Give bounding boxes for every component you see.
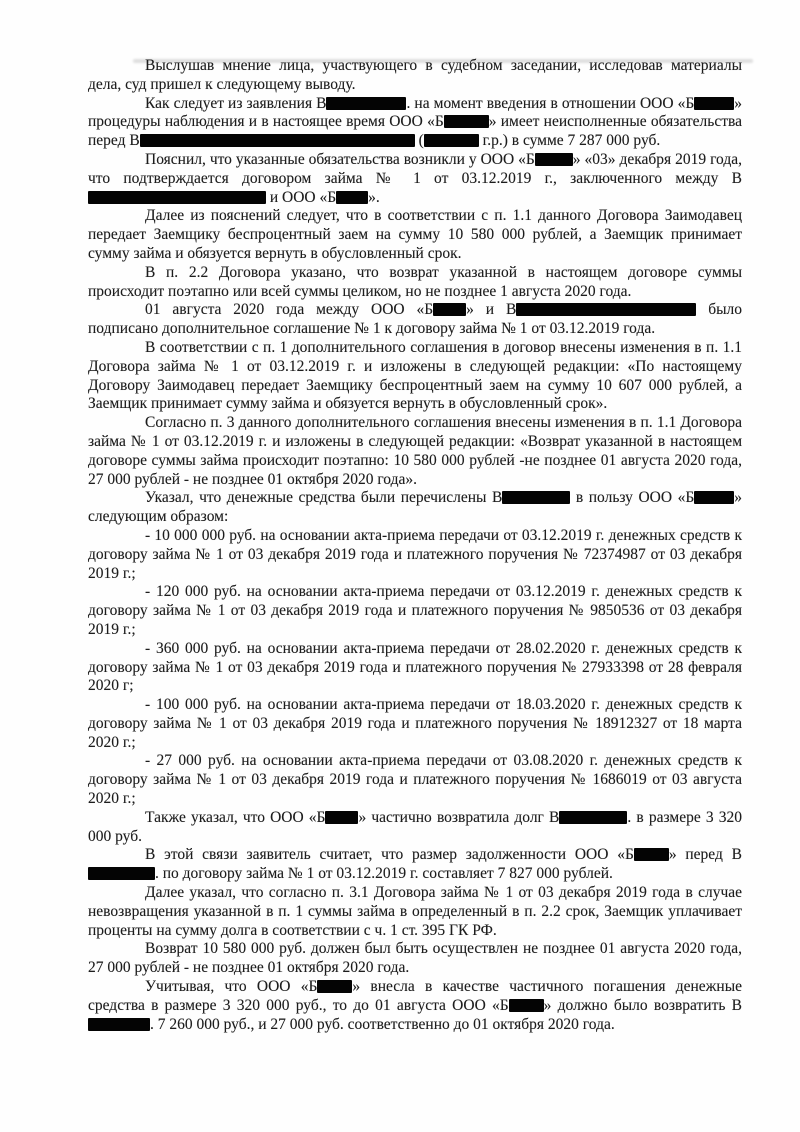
- paragraph: - 27 000 руб. на основании акта-приема передачи от 03.08.2020 г. денежных средств к договору займа № 1 от 03 декабря 2019 года и платежного поручения № 1686019 от 03 августа 2020 г.;: [88, 752, 742, 808]
- redaction-bar: [336, 191, 368, 204]
- redaction-bar: [88, 191, 266, 204]
- redaction-bar: [634, 848, 669, 861]
- paragraph: Указал, что денежные средства были перечислены В в пользу ООО «Б » следующим образом:: [88, 489, 742, 526]
- paragraph: Пояснил, что указанные обязательства возникли у ООО «Б » «03» декабря 2019 года, что подтверждается договором займа № 1 от 03.12.2019 г., заключенного между В и ООО «Б ».: [88, 150, 742, 206]
- paragraph: Также указал, что ООО «Б » частично возвратила долг В . в размере 3 320 000 руб.: [88, 808, 742, 845]
- redaction-bar: [516, 303, 696, 316]
- paragraph: - 360 000 руб. на основании акта-приема передачи от 28.02.2020 г. денежных средств к договору займа № 1 от 03 декабря 2019 года и платежного поручения № 27933398 от 28 февраля 2020 г;: [88, 639, 742, 695]
- redaction-bar: [694, 97, 734, 110]
- paragraph: Как следует из заявления В . на момент введения в отношении ООО «Б » процедуры наблюдения и в настоящее время ООО «Б » имеет неисполненные обязательства перед В ( г.р.) в сумме 7 287 000 руб.: [88, 94, 743, 150]
- document-body: [88, 57, 742, 1034]
- paragraph: - 100 000 руб. на основании акта-приема передачи от 18.03.2020 г. денежных средств к договору займа № 1 от 03 декабря 2019 года и платежного поручения № 18912327 от 18 марта 2020 г.;: [88, 696, 742, 751]
- redaction-bar: [424, 134, 479, 147]
- redaction-bar: [559, 811, 627, 824]
- redaction-bar: [444, 115, 489, 128]
- redaction-bar: [433, 303, 466, 316]
- paragraph: - 120 000 руб. на основании акта-приема передачи от 03.12.2019 г. денежных средств к договору займа № 1 от 03 декабря 2019 года и платежного поручения № 9850536 от 03 декабря 2019 г.;: [88, 583, 742, 638]
- paragraph: 01 августа 2020 года между ООО «Б » и В было подписано дополнительное соглашение № 1 к договору займа № 1 от 03.12.2019 года.: [88, 301, 742, 338]
- paragraph: - 10 000 000 руб. на основании акта-приема передачи от 03.12.2019 г. денежных средств к договору займа № 1 от 03 декабря 2019 года и платежного поручения № 72374987 от 03 декабря 2019 г.;: [88, 526, 742, 582]
- paragraph: Возврат 10 580 000 руб. должен был быть осуществлен не позднее 01 августа 2020 года, 27 000 рублей - не позднее 01 октября 2020 года.: [88, 940, 742, 977]
- redaction-bar: [509, 999, 544, 1012]
- redaction-bar: [88, 867, 155, 880]
- paragraph: В п. 2.2 Договора указано, что возврат указанной в настоящем договоре суммы происходит поэтапно или всей суммы целиком, но не позднее 1 августа 2020 года.: [88, 263, 742, 300]
- paragraph: Согласно п. 3 данного дополнительного соглашения внесены изменения в п. 1.1 Договора займа № 1 от 03.12.2019 г. и изложены в следующей редакции: «Возврат указанной в настоящем договоре суммы займа происходит поэтапно: 10 580 000 рублей -не позднее 01 августа 2020 года, 27 000 рублей - не позднее 01 октября 2020 года».: [88, 414, 742, 488]
- paragraph: Далее указал, что согласно п. 3.1 Договора займа № 1 от 03 декабря 2019 года в случае невозвращения указанной в п. 1 суммы займа в определенный в п. 2.2 срок, Заемщик уплачивает проценты на сумму долга в соответствии с ч. 1 ст. 395 ГК РФ.: [88, 884, 742, 939]
- redaction-bar: [694, 491, 734, 504]
- redaction-bar: [140, 134, 415, 147]
- paragraph: Выслушав мнение лица, участвующего в судебном заседании, исследовав материалы дела, суд пришел к следующему выводу.: [88, 57, 742, 93]
- redaction-bar: [317, 980, 352, 993]
- redaction-bar: [88, 1018, 150, 1031]
- paragraph: В этой связи заявитель считает, что размер задолженности ООО «Б » перед В. по договору займа № 1 от 03.12.2019 г. составляет 7 827 000 рублей.: [88, 846, 742, 884]
- redaction-bar: [325, 811, 358, 824]
- redaction-bar: [326, 97, 406, 110]
- paragraph: В соответствии с п. 1 дополнительного соглашения в договор внесены изменения в п. 1.1 Договора займа № 1 от 03.12.2019 г. и изложены в следующей редакции: «По настоящему Договору Заимодавец передает Заемщику беспроцентный заем на сумму 10 607 000 рублей, а Заемщик принимает сумму займа и обязуется вернуть в обусловленный срок».: [88, 338, 742, 413]
- redaction-bar: [502, 491, 570, 504]
- paragraph: Далее из пояснений следует, что в соответствии с п. 1.1 данного Договора Заимодавец передает Заемщику беспроцентный заем на сумму 10 580 000 рублей, а Заемщик принимает сумму займа и обязуется вернуть в обусловленный срок.: [88, 207, 742, 262]
- paragraph: Учитывая, что ООО «Б » внесла в качестве частичного погашения денежные средства в размере 3 320 000 руб., то до 01 августа ООО «Б » должно было возвратить В. 7 260 000 руб., и 27 000 руб. соответственно до 01 октября 2020 года.: [88, 978, 742, 1033]
- redaction-bar: [535, 153, 573, 166]
